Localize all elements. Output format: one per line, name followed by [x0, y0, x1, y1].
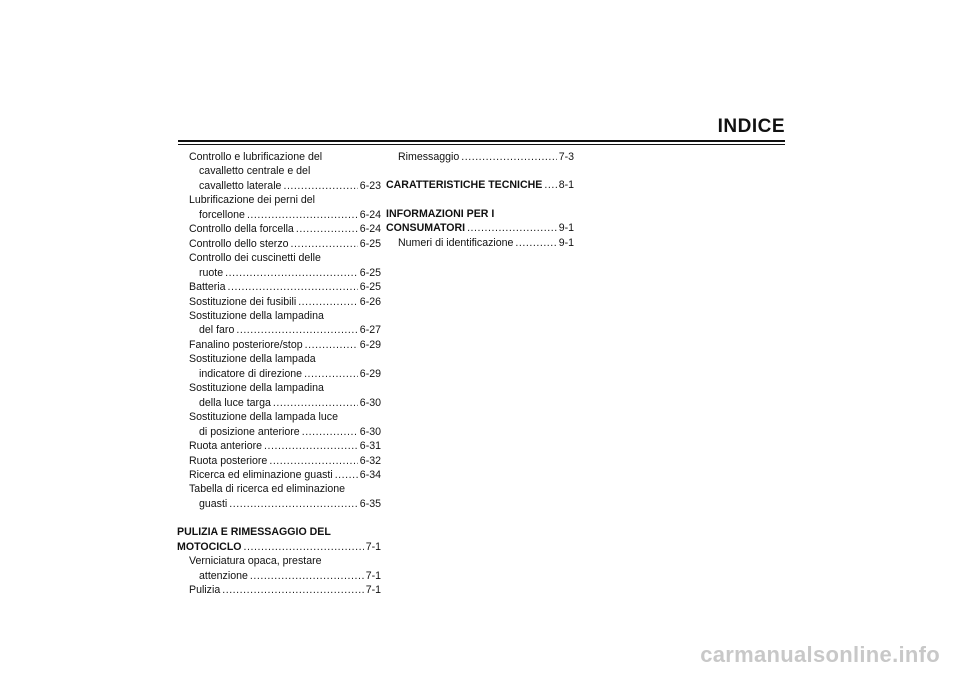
toc-page-number: 6-34: [359, 468, 381, 481]
toc-chapter[interactable]: [177, 525, 381, 554]
toc-gap: [386, 164, 574, 178]
toc-page-number: 9-1: [558, 222, 574, 235]
toc-entry-label: Controllo dei cuscinetti delle: [189, 252, 321, 265]
toc-leader-dots: [250, 569, 364, 583]
page-title: INDICE: [717, 116, 785, 137]
toc-entry-label: della luce targa: [199, 396, 271, 409]
toc-entry-label: INFORMAZIONI PER I: [386, 207, 495, 220]
toc-page-number: 6-30: [359, 396, 381, 409]
toc-entry[interactable]: [386, 150, 574, 164]
toc-entry[interactable]: [177, 439, 381, 453]
toc-page-number: 6-25: [359, 281, 381, 294]
toc-page-number: 9-1: [558, 236, 574, 249]
toc-page-number: 6-31: [359, 440, 381, 453]
toc-entry-label: Sostituzione della lampada luce: [189, 411, 338, 424]
toc-entry-label: Controllo dello sterzo: [189, 237, 289, 250]
toc-entry-label: MOTOCICLO: [177, 540, 242, 553]
toc-entry[interactable]: [177, 295, 381, 309]
toc-entry-label: del faro: [199, 324, 235, 337]
toc-entry-label: Ruota posteriore: [189, 454, 268, 467]
toc-leader-dots: [298, 295, 358, 309]
toc-page-number: 6-24: [359, 223, 381, 236]
toc-entry[interactable]: [177, 338, 381, 352]
toc-entry-label: CONSUMATORI: [386, 222, 466, 235]
toc-leader-dots: [335, 468, 358, 482]
toc-entry-label: indicatore di direzione: [199, 367, 303, 380]
toc-entry-label: forcellone: [199, 208, 245, 221]
watermark: carmanualsonline.info: [700, 642, 940, 667]
toc-page-number: 7-3: [558, 151, 574, 163]
toc-entry-label: Rimessaggio: [398, 151, 460, 163]
toc-entry[interactable]: [177, 309, 381, 338]
toc-leader-dots: [269, 454, 357, 468]
toc-leader-dots: [264, 439, 358, 453]
toc-leader-dots: [302, 425, 358, 439]
toc-leader-dots: [244, 540, 364, 554]
toc-entry-label: Sostituzione della lampada: [189, 353, 316, 366]
toc-page-number: 6-25: [359, 237, 381, 250]
toc-leader-dots: [515, 236, 556, 250]
toc-entry-label: Batteria: [189, 281, 226, 294]
toc-page-number: 6-24: [359, 208, 381, 221]
toc-entry-label: guasti: [199, 497, 228, 510]
toc-gap: [177, 511, 381, 525]
toc-entry[interactable]: [177, 251, 381, 280]
toc-entry-label: Sostituzione della lampadina: [189, 309, 324, 322]
toc-entry[interactable]: [177, 150, 381, 193]
toc-entry-label: di posizione anteriore: [199, 425, 300, 438]
toc-page-number: 8-1: [558, 179, 574, 192]
toc-entry-label: Tabella di ricerca ed eliminazione: [189, 483, 346, 496]
toc-entry-label: Ruota anteriore: [189, 440, 263, 453]
toc-leader-dots: [304, 367, 358, 381]
toc-page-number: 6-32: [359, 454, 381, 467]
toc-entry-label: Numeri di identificazione: [398, 236, 514, 249]
toc-entry-label: Controllo e lubrificazione del: [189, 151, 323, 163]
toc-leader-dots: [296, 222, 358, 236]
toc-page-number: 6-23: [359, 179, 381, 192]
toc-entry[interactable]: [386, 236, 574, 250]
toc-entry-label: Controllo della forcella: [189, 223, 294, 236]
toc-leader-dots: [247, 208, 358, 222]
toc-leader-dots: [544, 178, 556, 192]
toc-leader-dots: [229, 497, 358, 511]
toc-entry[interactable]: [177, 280, 381, 294]
toc-entry-label: cavalletto laterale: [199, 179, 282, 192]
toc-entry-label: Pulizia: [189, 584, 221, 597]
toc-page-number: 6-30: [359, 425, 381, 438]
toc-entry-label: cavalletto centrale e del: [199, 165, 311, 178]
toc-entry[interactable]: [177, 193, 381, 222]
toc-entry-label: Sostituzione della lampadina: [189, 382, 324, 395]
toc-chapter[interactable]: [386, 178, 574, 192]
toc-gap: [386, 193, 574, 207]
toc-entry-label: Ricerca ed eliminazione guasti: [189, 468, 333, 481]
toc-entry-label: attenzione: [199, 569, 248, 582]
toc-entry[interactable]: [177, 583, 381, 597]
toc-leader-dots: [291, 237, 358, 251]
toc-entry-label: Sostituzione dei fusibili: [189, 295, 297, 308]
toc-leader-dots: [305, 338, 358, 352]
toc-entry-label: ruote: [199, 266, 224, 279]
toc-entry[interactable]: [177, 454, 381, 468]
toc-entry[interactable]: [177, 352, 381, 381]
toc-entry[interactable]: [177, 222, 381, 236]
toc-entry-label: CARATTERISTICHE TECNICHE: [386, 179, 543, 192]
toc-page-number: 6-25: [359, 266, 381, 279]
toc-page-number: 7-1: [365, 584, 381, 597]
toc-right-column: [386, 150, 574, 250]
toc-leader-dots: [283, 179, 357, 193]
toc-page-number: 6-35: [359, 497, 381, 510]
toc-leader-dots: [236, 323, 357, 337]
toc-entry[interactable]: [177, 237, 381, 251]
toc-leader-dots: [461, 150, 556, 164]
toc-entry-label: PULIZIA E RIMESSAGGIO DEL: [177, 526, 331, 539]
toc-leader-dots: [228, 280, 358, 294]
toc-entry[interactable]: [177, 468, 381, 482]
toc-page-number: 6-29: [359, 338, 381, 351]
toc-entry-label: Fanalino posteriore/stop: [189, 338, 303, 351]
toc-entry-label: Lubrificazione dei perni del: [189, 194, 316, 207]
toc-page-number: 6-26: [359, 295, 381, 308]
toc-chapter[interactable]: [386, 207, 574, 236]
toc-entry[interactable]: [177, 381, 381, 410]
toc-page-number: 6-27: [359, 324, 381, 337]
toc-left-column: [177, 150, 381, 598]
header-rule-thin: [178, 144, 785, 145]
toc-entry[interactable]: [177, 410, 381, 439]
toc-entry[interactable]: [177, 482, 381, 511]
toc-leader-dots: [222, 583, 363, 597]
toc-leader-dots: [225, 266, 358, 280]
toc-leader-dots: [273, 396, 358, 410]
toc-page-number: 7-1: [365, 569, 381, 582]
toc-page-number: 6-29: [359, 367, 381, 380]
header-rule: [178, 140, 785, 142]
toc-entry[interactable]: [177, 554, 381, 583]
toc-leader-dots: [467, 221, 557, 235]
toc-page-number: 7-1: [365, 540, 381, 553]
toc-entry-label: Verniciatura opaca, prestare: [189, 555, 322, 568]
